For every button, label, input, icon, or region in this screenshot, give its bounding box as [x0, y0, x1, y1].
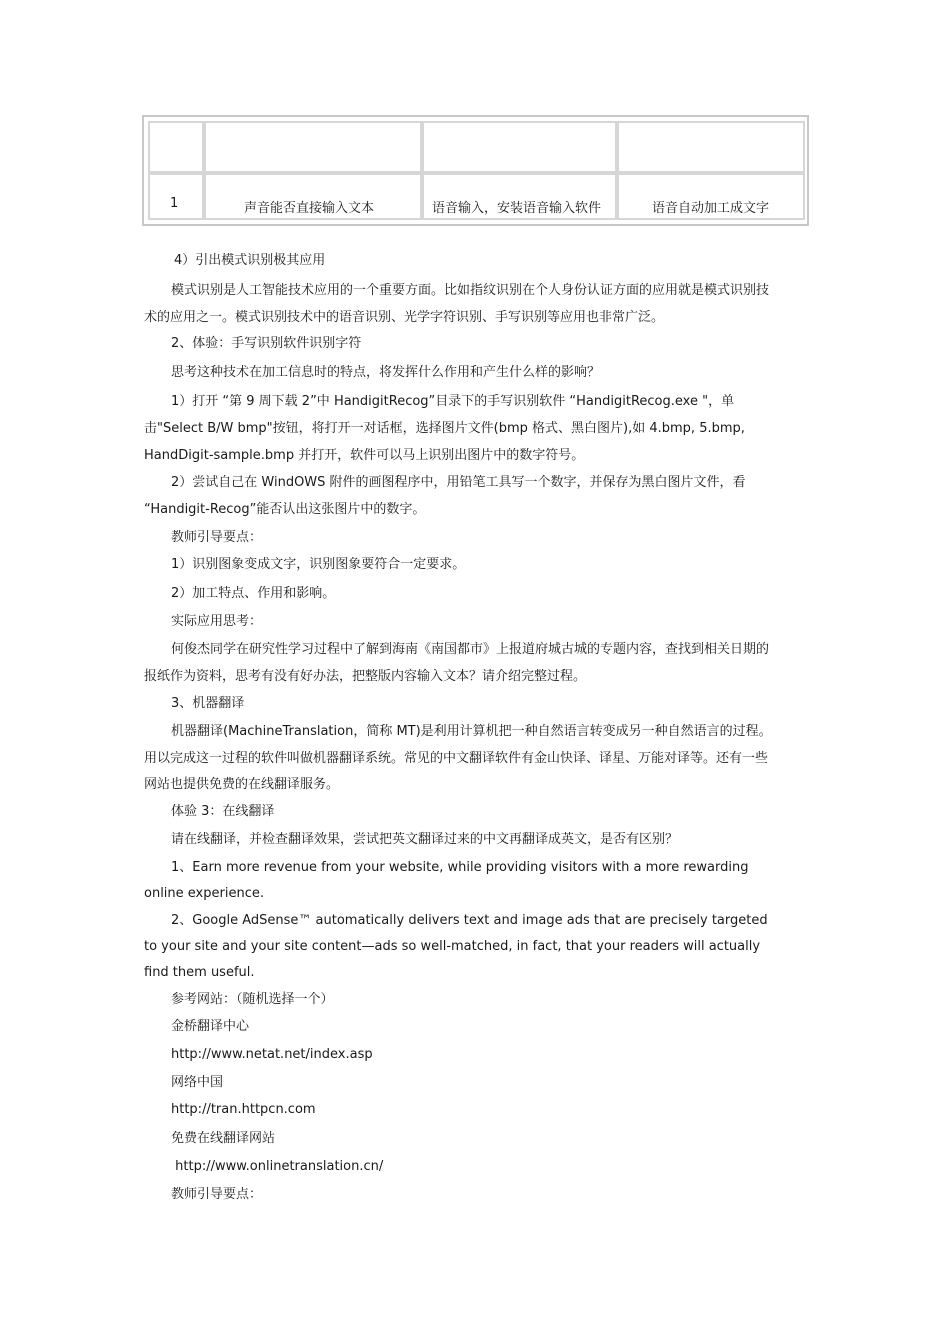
site-name: 免费在线翻译网站	[171, 1131, 276, 1146]
site-url: http://www.netat.net/index.asp	[171, 1047, 373, 1062]
table-cell-result: 语音自动加工成文字	[652, 201, 770, 216]
paragraph-line: 2）尝试自己在 WindOWS 附件的画图程序中，用铅笔工具写一个数字，并保存为黑白图片文件，看	[171, 475, 746, 490]
section-heading: 教师引导要点：	[171, 1187, 263, 1202]
paragraph-line: 思考这种技术在加工信息时的特点，将发挥什么作用和产生什么样的影响？	[171, 365, 601, 380]
table-header-cell	[148, 121, 204, 173]
paragraph-line: find them useful.	[144, 965, 255, 980]
paragraph-line: 1）识别图象变成文字，识别图象要符合一定要求。	[171, 557, 466, 572]
table-header-cell	[204, 121, 422, 173]
paragraph-line: “Handigit-Recog”能否认出这张图片中的数字。	[144, 502, 426, 517]
site-url: http://tran.httpcn.com	[171, 1102, 316, 1117]
section-heading: 体验 3：在线翻译	[171, 804, 275, 819]
paragraph-line: online experience.	[144, 886, 264, 901]
section-heading: 2、体验：手写识别软件识别字符	[171, 336, 362, 351]
paragraph-line: 模式识别是人工智能技术应用的一个重要方面。比如指纹识别在个人身份认证方面的应用就是模式识别技	[171, 283, 770, 298]
paragraph-line: to your site and your site content—ads so well-matched, in fact, that your readers will actually	[144, 939, 761, 954]
site-name: 网络中国	[171, 1075, 224, 1090]
paragraph-line: 何俊杰同学在研究性学习过程中了解到海南《南国都市》上报道府城古城的专题内容，查找到相关日期的	[171, 642, 770, 657]
section-heading: 教师引导要点：	[171, 530, 263, 545]
paragraph-line: 报纸作为资料，思考有没有好办法，把整版内容输入文本？请介绍完整过程。	[144, 669, 587, 684]
paragraph-line: 请在线翻译，并检查翻译效果，尝试把英文翻译过来的中文再翻译成英文，是否有区别？	[171, 832, 679, 847]
paragraph-line: 1）打开 “第 9 周下载 2”中 HandigitRecog”目录下的手写识别软件 “HandigitRecog.exe "，单	[171, 394, 735, 409]
site-name: 金桥翻译中心	[171, 1019, 250, 1034]
table-cell-question: 声音能否直接输入文本	[244, 201, 375, 216]
paragraph-line: 击"Select B/W bmp"按钮，将打开一对话框，选择图片文件(bmp 格式、黑白图片),如 4.bmp, 5.bmp,	[144, 421, 745, 436]
paragraph-line: 1、Earn more revenue from your website, while providing visitors with a more rewarding	[171, 860, 749, 875]
table-cell-number: 1	[170, 196, 179, 211]
site-url: http://www.onlinetranslation.cn/	[171, 1159, 384, 1174]
table-header-cell	[617, 121, 805, 173]
section-heading: 4）引出模式识别极其应用	[174, 253, 326, 268]
section-heading: 3、机器翻译	[171, 696, 245, 711]
paragraph-line: 用以完成这一过程的软件叫做机器翻译系统。常见的中文翻译软件有金山快译、译星、万能对译等。还有一些	[144, 751, 769, 766]
section-heading: 参考网站：（随机选择一个）	[171, 992, 334, 1007]
section-heading: 实际应用思考：	[171, 614, 263, 629]
table-header-cell	[422, 121, 617, 173]
paragraph-line: 网站也提供免费的在线翻译服务。	[144, 777, 340, 792]
paragraph-line: 2）加工特点、作用和影响。	[171, 586, 336, 601]
info-table	[142, 115, 809, 226]
paragraph-line: 术的应用之一。模式识别技术中的语音识别、光学字符识别、手写识别等应用也非常广泛。	[144, 310, 665, 325]
paragraph-line: 2、Google AdSense™ automatically delivers text and image ads that are precisely targeted	[171, 913, 768, 928]
paragraph-line: 机器翻译(MachineTranslation，简称 MT)是利用计算机把一种自然语言转变成另一种自然语言的过程。	[171, 724, 772, 739]
table-cell-method: 语音输入，安装语音输入软件	[432, 201, 602, 216]
paragraph-line: HandDigit-sample.bmp 并打开，软件可以马上识别出图片中的数字符号。	[144, 448, 585, 463]
